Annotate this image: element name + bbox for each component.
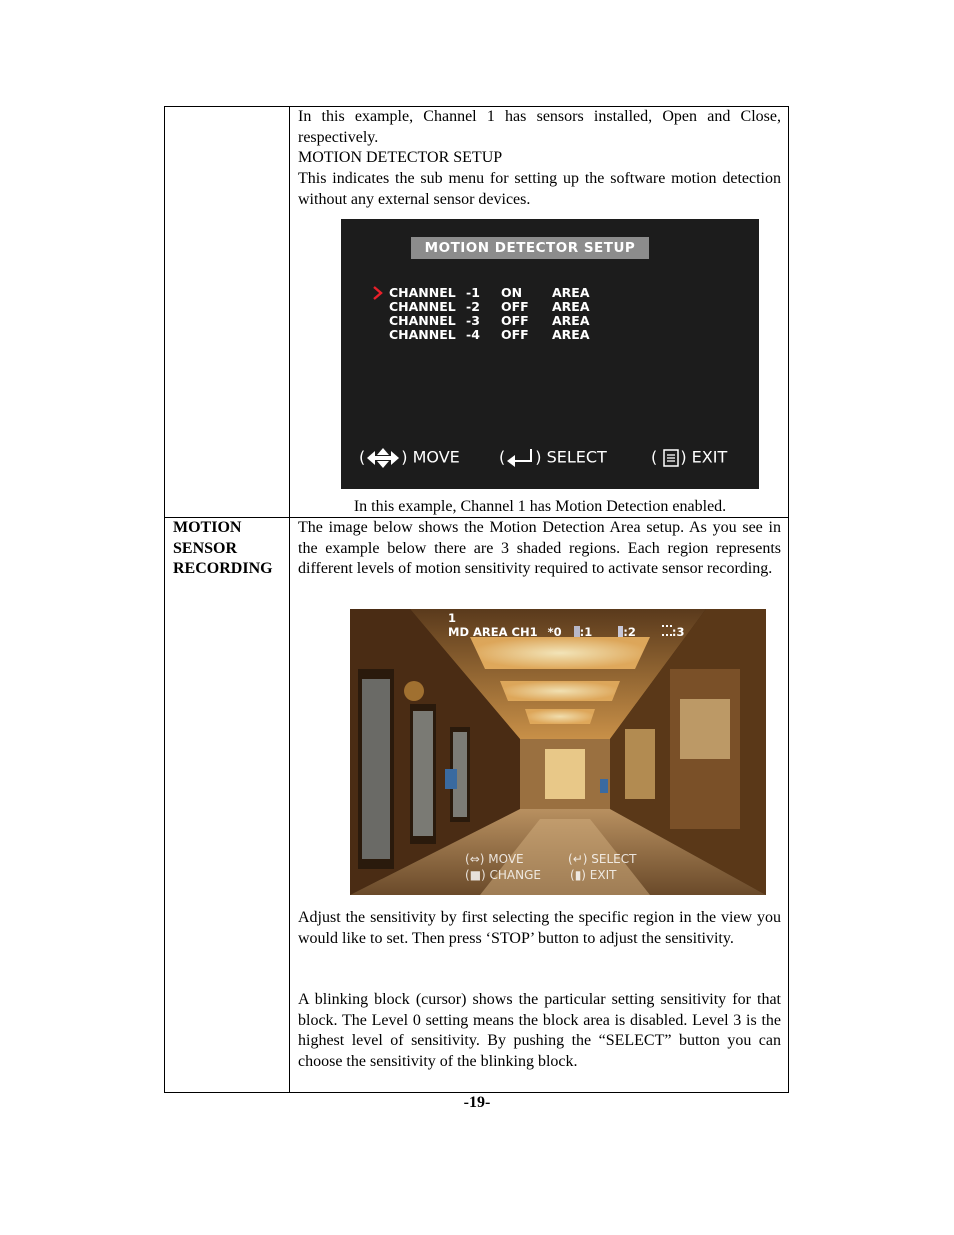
osd-exit-hint: ( ) EXIT — [651, 447, 728, 467]
menu-block-icon: ▮ — [574, 868, 582, 882]
motion-detector-setup-screen: MOTION DETECTOR SETUP CHANNEL -1 ON AREA CHANNEL -2 OFF AREA CHANNEL -3 OFF AREA CHANNEL -4 OFF AREA ( ) MOVE ( ) SELECT ( ) EXIT — [341, 219, 759, 489]
md-select-hint: (↵) SELECT — [568, 852, 637, 866]
image-caption: In this example, Channel 1 has Motion Detection enabled. — [353, 498, 727, 515]
blinking-block-paragraph: A blinking block (cursor) shows the particular setting sensitivity for that block. The Level 0 setting means the block area is disabled. Level 3 is the highest level of sensitivity. By pushing the “SELECT” button you can choose the sensitivity of the blinking block. — [298, 991, 781, 1070]
selection-cursor-icon — [371, 286, 385, 300]
level3-block-icon — [662, 625, 672, 636]
menu-icon — [662, 447, 680, 469]
document-table — [164, 106, 789, 1093]
osd-title: MOTION DETECTOR SETUP — [411, 237, 649, 259]
md-channel-number: 1 — [448, 611, 457, 625]
page-number: -19- — [463, 1094, 491, 1111]
md-area-intro-paragraph: The image below shows the Motion Detection Area setup. As you see in the example below there are 3 shaded regions. Each region represents different levels of motion sensitivity required to activate sensor recording. — [298, 519, 781, 577]
lobby-scene-image — [350, 609, 766, 895]
osd-select-hint: ( ) SELECT — [499, 447, 607, 467]
row-label: MOTION SENSOR RECORDING — [173, 519, 273, 577]
stop-square-icon: ■ — [469, 868, 482, 882]
column-divider — [289, 107, 290, 1092]
adjust-sensitivity-paragraph: Adjust the sensitivity by first selecting the specific region in the view you would like to set. Then press ‘STOP’ button to adjust the sensitivity. — [298, 909, 781, 947]
intro-paragraph: In this example, Channel 1 has sensors installed, Open and Close, respectively. — [298, 108, 781, 146]
md-exit-hint: (▮) EXIT — [570, 868, 617, 882]
section-heading: MOTION DETECTOR SETUP — [298, 149, 503, 166]
osd-move-hint: ( ) MOVE — [359, 447, 460, 467]
md-area-photo — [350, 609, 766, 895]
md-move-hint: (⇔) MOVE — [465, 852, 524, 866]
md-area-header: MD AREA CH1 *0 :1 :2 :3 — [448, 625, 685, 639]
md-change-hint: (■) CHANGE — [465, 868, 541, 882]
four-way-arrow-icon — [365, 447, 401, 469]
left-right-arrow-icon: ⇔ — [469, 852, 480, 866]
enter-arrow-icon — [505, 447, 535, 469]
description-paragraph: This indicates the sub menu for setting up the software motion detection without any external sensor devices. — [298, 170, 781, 208]
enter-arrow-icon: ↵ — [572, 852, 583, 866]
